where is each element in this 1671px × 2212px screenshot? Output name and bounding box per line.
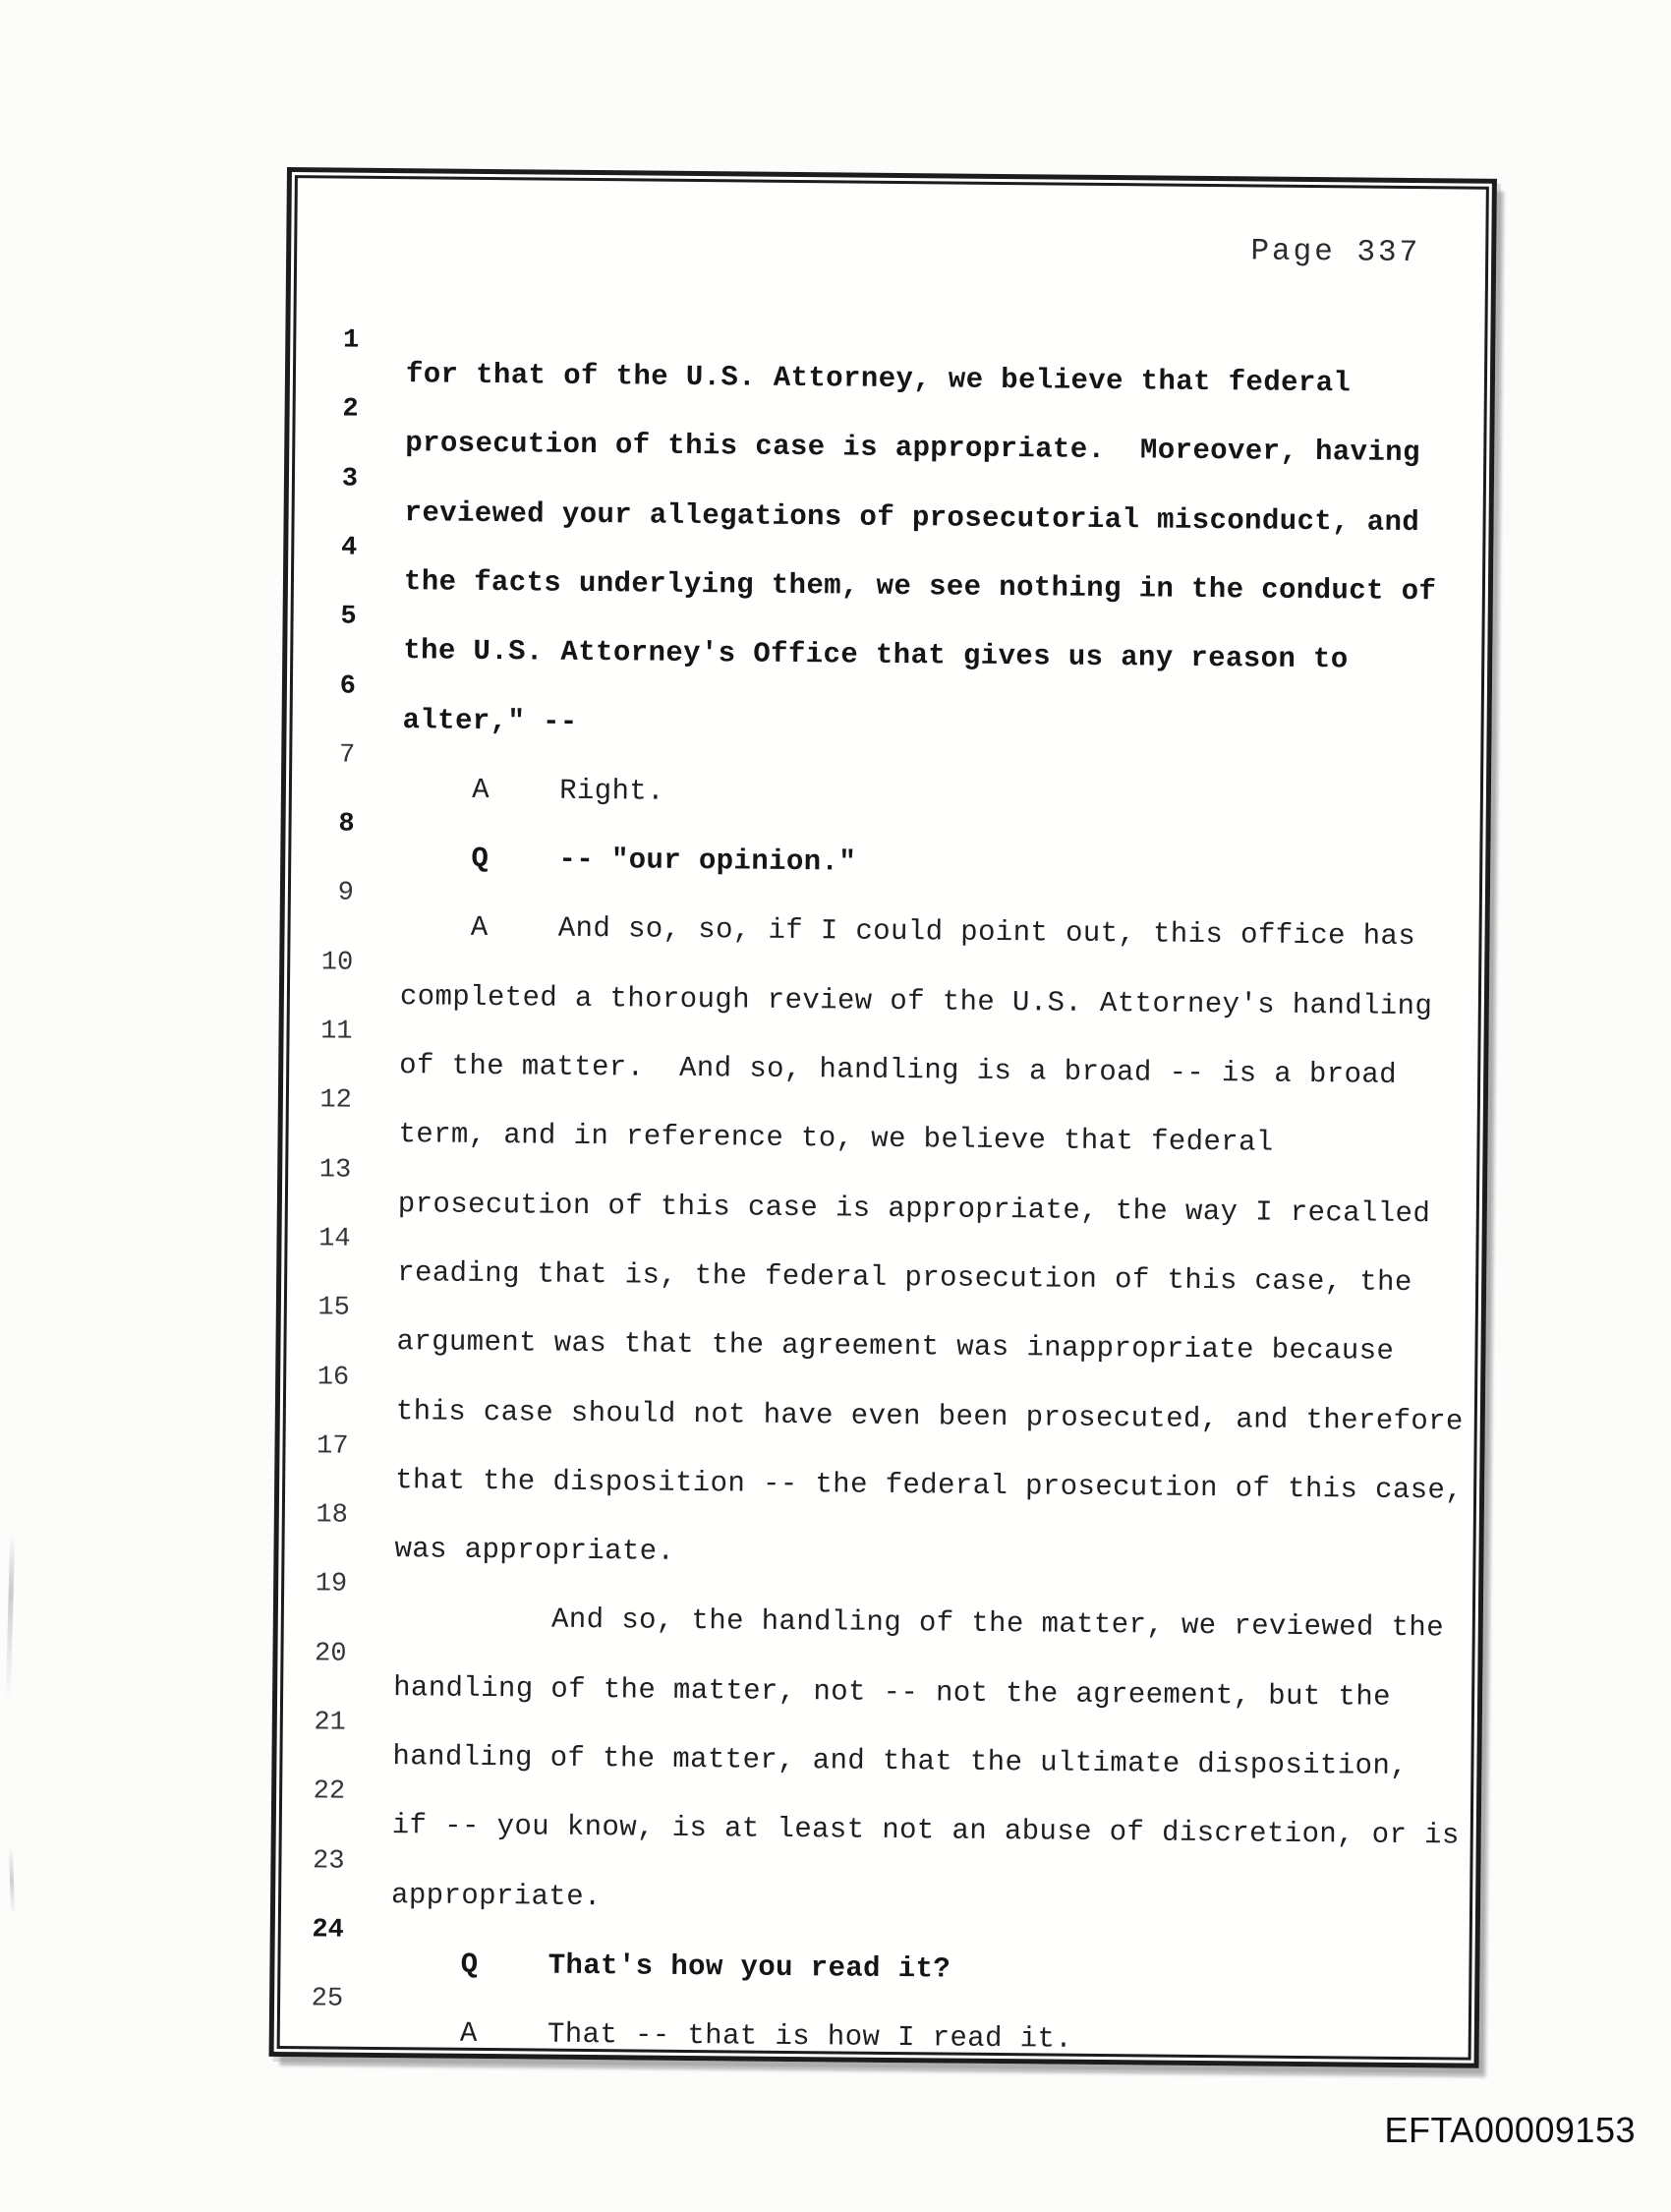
line-text: Q That's how you read it? [390, 1948, 951, 1986]
page-inner-border [277, 175, 1489, 2061]
line-number: 8 [338, 809, 355, 840]
line-text: the facts underlying them, we see nothing in the conduct of [403, 565, 1437, 609]
transcript-line [291, 843, 1479, 954]
line-number: 17 [316, 1431, 349, 1462]
line-text: reviewed your allegations of prosecutorial misconduct, and [404, 496, 1420, 540]
line-text: this case should not have even been prosecuted, and therefore [395, 1395, 1464, 1438]
line-text: argument was that the agreement was inappropriate because [396, 1325, 1395, 1368]
line-number: 11 [320, 1017, 353, 1047]
line-text: prosecution of this case is appropriate, the way I recalled [397, 1188, 1431, 1231]
line-text: appropriate. [390, 1879, 602, 1914]
transcript-lines [280, 178, 1486, 2058]
line-number: 20 [314, 1639, 347, 1669]
transcript-line [280, 1949, 1469, 2056]
line-text: if -- you know, is at least not an abuse of discretion, or is [391, 1809, 1460, 1852]
line-number: 21 [314, 1708, 346, 1738]
scan-artifact [9, 1846, 15, 1915]
line-text: Q -- "our opinion." [401, 842, 857, 879]
line-number: 1 [342, 325, 360, 356]
transcript-line [281, 1880, 1469, 1986]
line-number: 2 [342, 394, 359, 425]
line-text: was appropriate. [394, 1533, 675, 1568]
line-number: 19 [315, 1569, 348, 1600]
line-number: 18 [316, 1500, 348, 1531]
line-number: 3 [341, 464, 359, 495]
line-text: handling of the matter, and that the ultimate disposition, [392, 1740, 1409, 1783]
line-number: 13 [318, 1155, 352, 1186]
line-text: prosecution of this case is appropriate. Moreover, having [405, 427, 1421, 470]
line-number: 23 [312, 1846, 345, 1877]
line-text: that the disposition -- the federal prosecution of this case, [395, 1464, 1464, 1507]
line-text: reading that is, the federal prosecution of this case, the [397, 1256, 1412, 1300]
bates-number: EFTA00009153 [1384, 2110, 1636, 2150]
line-number: 9 [337, 878, 355, 908]
line-number: 24 [312, 1915, 344, 1946]
line-number: 4 [340, 533, 358, 563]
line-number: 25 [311, 1984, 344, 2014]
page-number-label: Page 337 [1250, 234, 1421, 271]
line-text: A Right. [401, 773, 665, 808]
line-number: 14 [317, 1224, 351, 1254]
line-text: And so, the handling of the matter, we reviewed the [393, 1601, 1445, 1645]
line-number: 6 [339, 671, 357, 702]
line-number: 12 [319, 1085, 353, 1116]
line-number: 10 [320, 948, 354, 978]
line-text: handling of the matter, not -- not the agreement, but the [393, 1671, 1392, 1714]
transcript-line [288, 1120, 1476, 1231]
line-text: of the matter. And so, handling is a broad -- is a broad [399, 1049, 1398, 1091]
scan-artifact [6, 1534, 15, 1701]
scanned-page [269, 167, 1497, 2068]
line-text: A That -- that is how I read it. [389, 2016, 1073, 2056]
line-text: A And so, so, if I could point out, this office has [400, 910, 1416, 954]
transcript-line [284, 1534, 1472, 1645]
transcript-line [292, 705, 1480, 808]
line-number: 22 [313, 1776, 346, 1807]
line-number: 7 [338, 740, 356, 771]
transcript-line [296, 290, 1484, 400]
line-text: the U.S. Attorney's Office that gives us any reason to [403, 634, 1349, 676]
line-number: 16 [317, 1363, 350, 1393]
line-number: 15 [317, 1293, 351, 1323]
line-text: term, and in reference to, we believe that federal [398, 1118, 1274, 1159]
line-text: for that of the U.S. Attorney, we believe that federal [405, 358, 1352, 400]
line-text: completed a thorough review of the U.S. Attorney's handling [399, 980, 1433, 1023]
line-text: alter," -- [402, 704, 578, 738]
line-number: 5 [340, 602, 357, 632]
transcript-line [292, 774, 1480, 879]
